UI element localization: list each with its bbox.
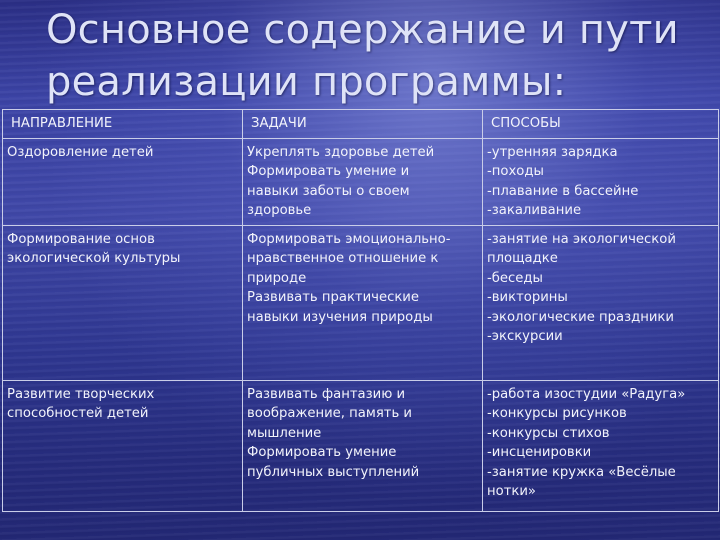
methods-cell [483, 380, 719, 511]
program-table [2, 109, 719, 512]
cell-line: Формировать умение [247, 445, 397, 460]
cell-line: -походы [487, 164, 544, 179]
cell-line: -викторины [487, 290, 568, 305]
slide-title-line-1: Основное содержание и пути [46, 7, 679, 53]
cell-line: Формировать умение и [247, 164, 410, 179]
cell-line: -занятие на экологической [487, 231, 676, 247]
cell-line: Формирование основ [7, 231, 155, 247]
cell-line: -плавание в бассейне [487, 183, 639, 199]
methods-cell [483, 138, 719, 225]
cell-line: природе [247, 270, 307, 286]
header-direction: НАПРАВЛЕНИЕ [3, 110, 243, 139]
table-row [3, 225, 719, 380]
tasks-cell [243, 380, 483, 511]
cell-line: публичных выступлений [247, 464, 420, 480]
cell-line: -экологические праздники [487, 309, 674, 325]
cell-line: экологической культуры [7, 251, 181, 266]
tasks-cell [243, 225, 483, 380]
direction-cell [3, 138, 243, 225]
cell-line: -занятие кружка «Весёлые [487, 464, 676, 480]
cell-line: -экскурсии [487, 329, 563, 344]
methods-cell [483, 225, 719, 380]
table-row [3, 138, 719, 225]
cell-line: нравственное отношение к [247, 251, 439, 266]
table-header-row [3, 110, 719, 139]
cell-line: -утренняя зарядка [487, 144, 618, 160]
cell-line: площадке [487, 251, 558, 266]
cell-line: Развивать фантазию и [247, 386, 406, 402]
cell-line: Укреплять здоровье детей [247, 144, 435, 160]
direction-cell [3, 380, 243, 511]
cell-line: Развивать практические [247, 290, 419, 305]
cell-line: -конкурсы стихов [487, 425, 610, 441]
cell-line: -инсценировки [487, 445, 592, 460]
slide-title-line-2: реализации программы: [46, 59, 567, 105]
cell-line: нотки» [487, 484, 536, 499]
direction-cell [3, 225, 243, 380]
cell-line: -конкурсы рисунков [487, 406, 627, 421]
cell-line: воображение, память и [247, 406, 412, 421]
cell-line: навыки заботы о своем [247, 183, 410, 199]
cell-line: -закаливание [487, 203, 582, 218]
cell-line: Формировать эмоционально- [247, 231, 451, 247]
cell-line: здоровье [247, 203, 312, 218]
tasks-cell [243, 138, 483, 225]
cell-line: Оздоровление детей [7, 144, 154, 160]
cell-line: мышление [247, 425, 322, 441]
cell-line: способностей детей [7, 406, 149, 421]
cell-line: навыки изучения природы [247, 309, 433, 325]
header-methods: СПОСОБЫ [483, 110, 719, 139]
cell-line: -работа изостудии «Радуга» [487, 386, 686, 402]
cell-line: Развитие творческих [7, 386, 155, 402]
slide-title [46, 4, 696, 108]
cell-line: -беседы [487, 270, 543, 286]
header-tasks: ЗАДАЧИ [243, 110, 483, 139]
table-row [3, 380, 719, 511]
